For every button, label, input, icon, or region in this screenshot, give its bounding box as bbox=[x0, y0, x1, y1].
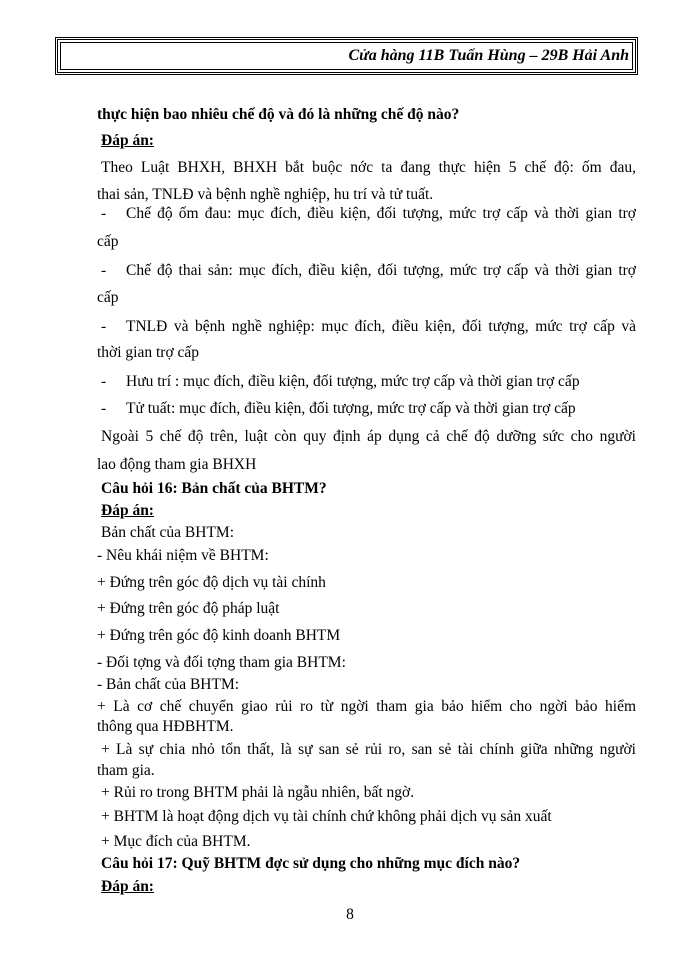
list-item-continuation: cấp bbox=[97, 289, 119, 306]
list-item: Chế độ thai sản: mục đích, điều kiện, đối tượng, mức trợ cấp và thời gian trợ bbox=[126, 262, 636, 279]
list-item-continuation: thời gian trợ cấp bbox=[97, 344, 200, 361]
list-dash: - bbox=[101, 373, 107, 390]
page-number: 8 bbox=[346, 906, 354, 923]
list-dash: - bbox=[101, 262, 107, 279]
list-item: TNLĐ và bệnh nghề nghiệp: mục đích, điều kiện, đối tượng, mức trợ cấp và bbox=[126, 318, 636, 335]
list-item: Tử tuất: mục đích, điều kiện, đối tượng, mức trợ cấp và thời gian trợ cấp bbox=[126, 400, 576, 417]
list-item: + Đứng trên góc độ pháp luật bbox=[97, 600, 280, 617]
list-item: - Bản chất của BHTM: bbox=[97, 676, 240, 693]
list-dash: - bbox=[101, 318, 107, 335]
list-item: + Là sự chia nhỏ tổn thất, là sự san sẻ rủi ro, san sẻ tài chính giữa những người bbox=[101, 741, 636, 758]
list-item: + BHTM là hoạt động dịch vụ tài chính chứ không phải dịch vụ sản xuất bbox=[101, 808, 552, 825]
answer-heading: Đáp án: bbox=[101, 878, 154, 895]
list-item: + Rủi ro trong BHTM phải là ngẫu nhiên, bất ngờ. bbox=[101, 784, 415, 801]
question-17-heading: Câu hỏi 17: Quỹ BHTM đợc sử dụng cho những mục đích nào? bbox=[101, 855, 521, 872]
paragraph-line: Bản chất của BHTM: bbox=[101, 524, 235, 541]
list-item-continuation: thông qua HĐBHTM. bbox=[97, 718, 234, 735]
list-dash: - bbox=[101, 400, 107, 417]
list-item: - Nêu khái niệm về BHTM: bbox=[97, 547, 269, 564]
question-16-heading: Câu hỏi 16: Bản chất của BHTM? bbox=[101, 480, 327, 497]
paragraph-line: thai sản, TNLĐ và bệnh nghề nghiệp, hu trí và tử tuất. bbox=[97, 186, 434, 203]
list-item-continuation: tham gia. bbox=[97, 762, 155, 779]
list-item: + Mục đích của BHTM. bbox=[101, 833, 251, 850]
page-header bbox=[55, 37, 638, 75]
list-item-continuation: cấp bbox=[97, 233, 119, 250]
header-title: Cửa hàng 11B Tuấn Hùng – 29B Hải Anh bbox=[348, 47, 629, 64]
list-dash: - bbox=[101, 205, 107, 222]
list-item: + Đứng trên góc độ kinh doanh BHTM bbox=[97, 627, 341, 644]
list-item: + Là cơ chế chuyển giao rủi ro từ ngời tham gia bảo hiểm cho ngời bảo hiểm bbox=[97, 698, 636, 715]
list-item: + Đứng trên góc độ dịch vụ tài chính bbox=[97, 574, 326, 591]
paragraph-line: Theo Luật BHXH, BHXH bắt buộc nớc ta đang thực hiện 5 chế độ: ốm đau, bbox=[101, 159, 636, 176]
list-item: Chế độ ốm đau: mục đích, điều kiện, đối tượng, mức trợ cấp và thời gian trợ bbox=[126, 205, 636, 222]
list-item: Hưu trí : mục đích, điều kiện, đối tượng, mức trợ cấp và thời gian trợ cấp bbox=[126, 373, 580, 390]
answer-heading: Đáp án: bbox=[101, 132, 154, 149]
answer-heading: Đáp án: bbox=[101, 502, 154, 519]
list-item: - Đối tợng và đối tợng tham gia BHTM: bbox=[97, 654, 346, 671]
question-continuation: thực hiện bao nhiêu chế độ và đó là những chế độ nào? bbox=[97, 106, 460, 123]
paragraph-line: Ngoài 5 chế độ trên, luật còn quy định áp dụng cả chế độ dưỡng sức cho người bbox=[101, 428, 636, 445]
paragraph-line: lao động tham gia BHXH bbox=[97, 456, 257, 473]
